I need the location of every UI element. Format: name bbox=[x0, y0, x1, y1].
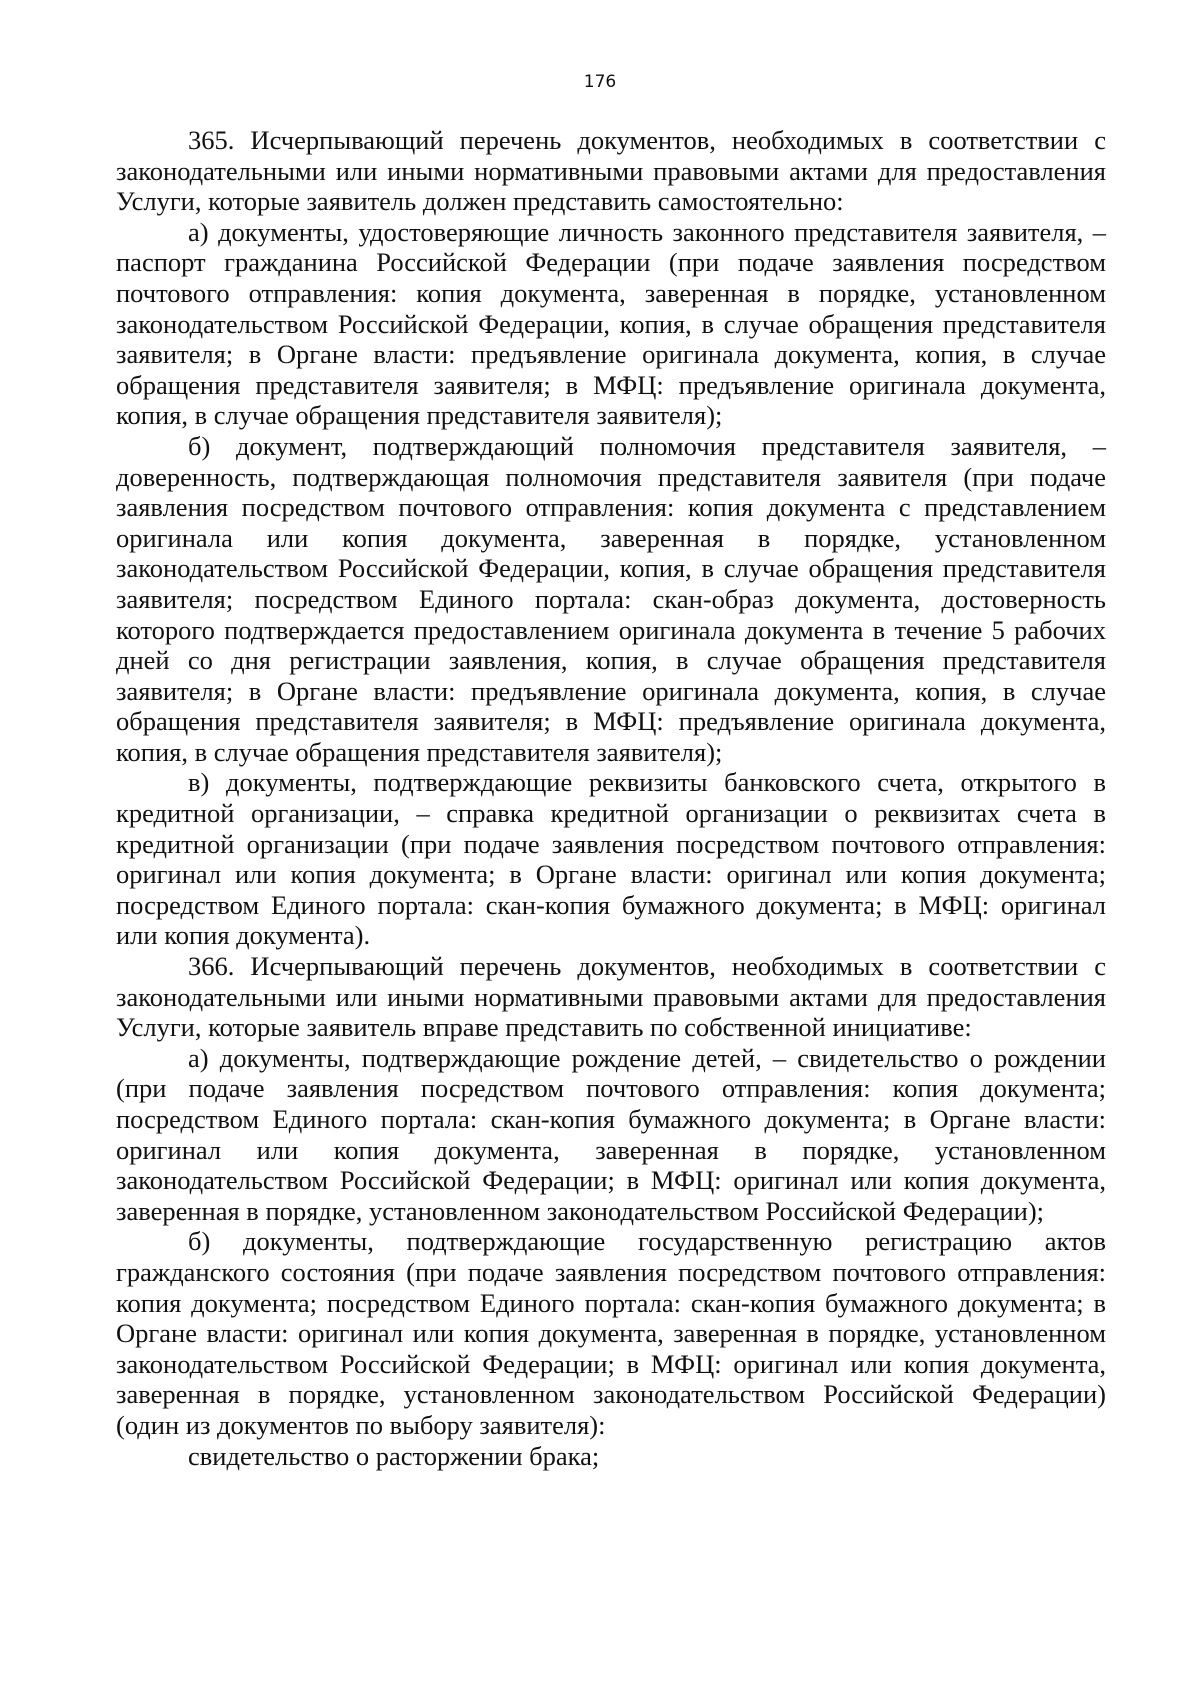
page-number: 176 bbox=[583, 72, 617, 92]
paragraph-365-a: а) документы, удостоверяющие личность законного представителя заявителя, – паспорт гражданина Российской Федерации (при подаче заявления посредством почтового отправления: копия документа, заверенная в порядке, установленном законодательством Российской Федерации, копия, в случае обращения представителя заявителя; в Органе власти: предъявление оригинала документа, копия, в случае обращения представителя заявителя; в МФЦ: предъявление оригинала документа, копия, в случае обращения представителя заявителя); bbox=[116, 216, 1106, 431]
paragraph-366-b: б) документы, подтверждающие государственную регистрацию актов гражданского состояния (при подаче заявления посредством почтового отправления: копия документа; посредством Единого портала: скан-копия бумажного документа; в Органе власти: оригинал или копия документа, заверенная в порядке, установленном законодательством Российской Федерации; в МФЦ: оригинал или копия документа, заверенная в порядке, установленном законодательством Российской Федерации) (один из документов по выбору заявителя): bbox=[116, 1226, 1106, 1440]
paragraph-365: 365. Исчерпывающий перечень документов, необходимых в соответствии с законодательными или иными нормативными правовыми актами для предоставления Услуги, которые заявитель должен представить самостоятельно: bbox=[116, 125, 1106, 217]
paragraph-365-b: б) документ, подтверждающий полномочия представителя заявителя, – доверенность, подтверждающая полномочия представителя заявителя (при подаче заявления посредством почтового отправления: копия документа с представлением оригинала или копия документа, заверенная в порядке, установленном законодательством Российской Федерации, копия, в случае обращения представителя заявителя; посредством Единого портала: скан-образ документа, достоверность которого подтверждается предоставлением оригинала документа в течение 5 рабочих дней со дня регистрации заявления, копия, в случае обращения представителя заявителя; в Органе власти: предъявление оригинала документа, копия, в случае обращения представителя заявителя; в МФЦ: предъявление оригинала документа, копия, в случае обращения представителя заявителя); bbox=[116, 430, 1106, 767]
document-body bbox=[116, 125, 1106, 1471]
paragraph-365-v: в) документы, подтверждающие реквизиты банковского счета, открытого в кредитной организации, – справка кредитной организации о реквизитах счета в кредитной организации (при подаче заявления посредством почтового отправления: оригинал или копия документа; в Органе власти: оригинал или копия документа; посредством Единого портала: скан-копия бумажного документа; в МФЦ: оригинал или копия документа). bbox=[116, 767, 1106, 951]
paragraph-divorce-certificate: свидетельство о расторжении брака; bbox=[188, 1440, 600, 1471]
paragraph-366-a: а) документы, подтверждающие рождение детей, – свидетельство о рождении (при подаче заявления посредством почтового отправления: копия документа; посредством Единого портала: скан-копия бумажного документа; в Органе власти: оригинал или копия документа, заверенная в порядке, установленном законодательством Российской Федерации; в МФЦ: оригинал или копия документа, заверенная в порядке, установленном законодательством Российской Федерации); bbox=[116, 1042, 1106, 1226]
paragraph-366: 366. Исчерпывающий перечень документов, необходимых в соответствии с законодательными или иными нормативными правовыми актами для предоставления Услуги, которые заявитель вправе представить по собственной инициативе: bbox=[116, 951, 1106, 1043]
